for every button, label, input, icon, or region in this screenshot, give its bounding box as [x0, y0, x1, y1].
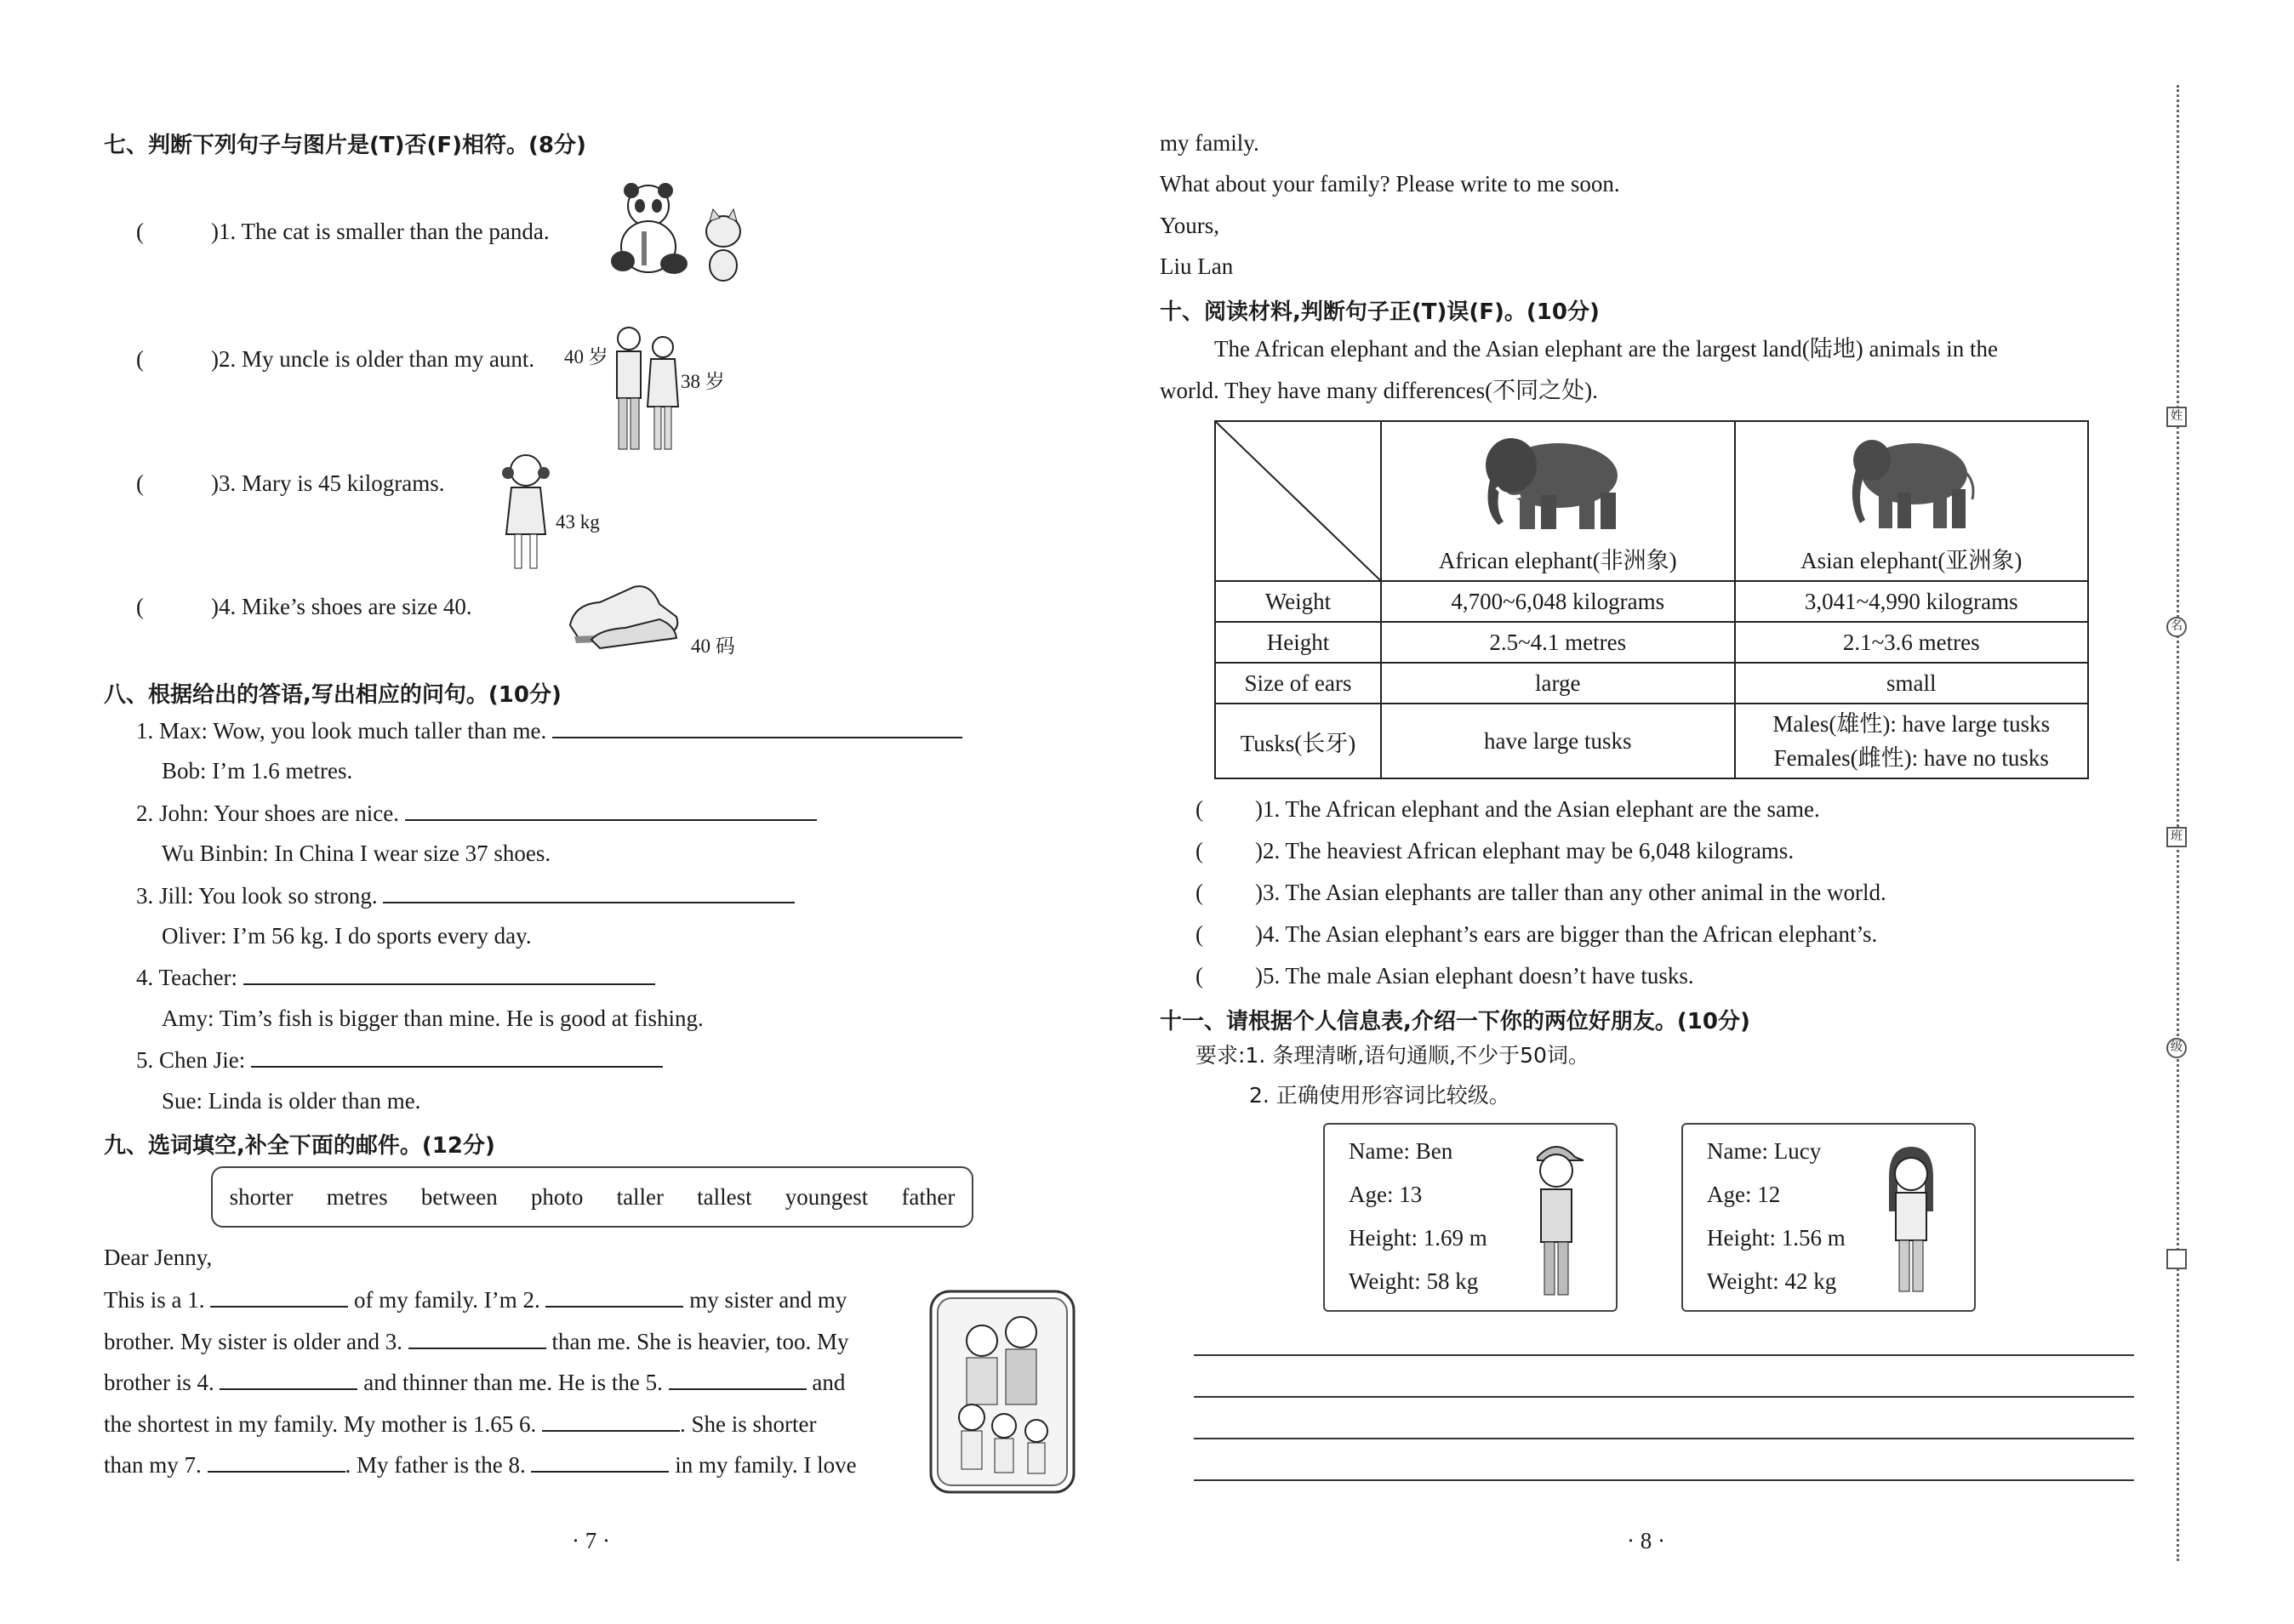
word: taller [616, 1183, 665, 1210]
lucy-height: Height: 1.56 m [1707, 1225, 1846, 1251]
s10-item-1: ( )1. The African elephant and the Asian elephant are the same. [1196, 796, 1820, 822]
section11-title: 十一、请根据个人信息表,介绍一下你的两位好朋友。(10分) [1160, 1009, 1750, 1034]
cell-asian: 3,041~4,990 kilograms [1735, 581, 2089, 622]
word: between [420, 1183, 498, 1210]
answer-blank[interactable] [552, 716, 962, 738]
answer-blank[interactable] [383, 881, 795, 903]
cell-african: 4,700~6,048 kilograms [1381, 581, 1735, 622]
s8-a5: Sue: Linda is older than me. [162, 1088, 421, 1114]
african-header-label: African elephant(非洲象) [1438, 548, 1677, 573]
s8-q3: 3. Jill: You look so strong. [136, 881, 795, 909]
asian-header-label: Asian elephant(亚洲象) [1800, 548, 2023, 573]
letter-signature: Liu Lan [1160, 254, 1234, 279]
cell-asian: small [1735, 663, 2089, 704]
letter-line-5: than my 7. . My father is the 8. in my family. I love [104, 1452, 857, 1478]
uncle-aunt-illustration [608, 322, 685, 453]
row-weight [1215, 581, 2088, 622]
panda-cat-illustration [604, 180, 757, 287]
info-card-ben [1323, 1123, 1618, 1312]
word: tallest [697, 1183, 752, 1210]
label-40-age: 40 岁 [564, 346, 608, 368]
word: father [901, 1183, 956, 1210]
page-number-right: · 8 · [1627, 1528, 1665, 1553]
letter-cont-3: Yours, [1160, 213, 1220, 238]
word-bank [211, 1166, 973, 1228]
females-text: Females(雌性): have no tusks [1773, 745, 2049, 771]
family-photo [929, 1290, 1076, 1494]
letter-line-2: brother. My sister is older and 3. than me. She is heavier, too. My [104, 1329, 849, 1354]
margin-mark: 姓 [2166, 407, 2187, 427]
cell-asian: 2.1~3.6 metres [1735, 622, 2089, 663]
header-african [1381, 421, 1735, 581]
ben-weight: Weight: 58 kg [1349, 1268, 1479, 1294]
fill-blank-5[interactable] [669, 1368, 807, 1390]
s8-a2: Wu Binbin: In China I wear size 37 shoes. [162, 840, 551, 866]
cell-african: have large tusks [1381, 704, 1735, 778]
lucy-weight: Weight: 42 kg [1707, 1268, 1837, 1294]
males-text: Males(雄性): have large tusks [1772, 711, 2051, 737]
margin-mark-extra [2166, 1249, 2187, 1269]
s8-a4: Amy: Tim’s fish is bigger than mine. He is good at fishing. [162, 1006, 704, 1031]
letter-line-3: brother is 4. and thinner than me. He is the 5. and [104, 1370, 846, 1395]
african-elephant-icon [1473, 423, 1643, 533]
page-number-left: · 7 · [572, 1528, 610, 1553]
s10-item-5: ( )5. The male Asian elephant doesn’t have tusks. [1196, 963, 1694, 989]
requirement-2: 2. 正确使用形容词比较级。 [1249, 1083, 1510, 1108]
row-ears [1215, 663, 2088, 704]
word: photo [530, 1183, 584, 1210]
row-label: Size of ears [1215, 663, 1381, 704]
letter-line-4: the shortest in my family. My mother is 1.65 6. . She is shorter [104, 1411, 817, 1437]
margin-mark: 级 [2166, 1038, 2187, 1058]
ben-age: Age: 13 [1349, 1182, 1423, 1207]
s8-a1: Bob: I’m 1.6 metres. [162, 758, 353, 784]
asian-elephant-icon [1826, 423, 1996, 533]
label-40-size: 40 码 [691, 635, 735, 657]
answer-blank[interactable] [405, 799, 817, 821]
fill-blank-1[interactable] [210, 1285, 348, 1308]
writing-line[interactable] [1194, 1438, 2134, 1439]
s7-item-2: ( )2. My uncle is older than my aunt. [136, 346, 535, 372]
word: youngest [785, 1183, 869, 1210]
letter-cont-1: my family. [1160, 130, 1259, 156]
shoes-illustration [566, 578, 685, 651]
section10-title: 十、阅读材料,判断句子正(T)误(F)。(10分) [1160, 299, 1600, 325]
cell-african: large [1381, 663, 1735, 704]
s7-item-1: ( )1. The cat is smaller than the panda. [136, 219, 550, 244]
row-tusks [1215, 704, 2088, 778]
s8-q1: 1. Max: Wow, you look much taller than me. [136, 716, 962, 744]
s10-item-2: ( )2. The heaviest African elephant may be 6,048 kilograms. [1196, 838, 1795, 863]
section9-title: 九、选词填空,补全下面的邮件。(12分) [104, 1133, 495, 1159]
lucy-age: Age: 12 [1707, 1182, 1781, 1207]
binding-dotted-line [2177, 85, 2179, 1561]
section7-title: 七、判断下列句子与图片是(T)否(F)相符。(8分) [104, 133, 586, 158]
ben-illustration [1522, 1137, 1590, 1302]
fill-blank-3[interactable] [408, 1327, 546, 1349]
label-38-age: 38 岁 [681, 371, 725, 392]
requirement-1: 要求:1. 条理清晰,语句通顺,不少于50词。 [1196, 1043, 1589, 1068]
writing-line[interactable] [1194, 1396, 2134, 1398]
fill-blank-2[interactable] [545, 1285, 683, 1308]
header-asian [1735, 421, 2089, 581]
s8-q2: 2. John: Your shoes are nice. [136, 799, 817, 827]
cell-asian [1735, 704, 2089, 778]
margin-mark: 名 [2166, 617, 2187, 637]
diagonal-line [1216, 422, 1380, 580]
s7-item-4: ( )4. Mike’s shoes are size 40. [136, 594, 472, 619]
answer-blank[interactable] [251, 1046, 663, 1068]
ben-name: Name: Ben [1349, 1138, 1453, 1164]
section8-title: 八、根据给出的答语,写出相应的问句。(10分) [104, 682, 562, 708]
s10-item-3: ( )3. The Asian elephants are taller than any other animal in the world. [1196, 880, 1886, 905]
table-corner-cell [1215, 421, 1381, 581]
letter-cont-2: What about your family? Please write to me soon. [1160, 171, 1620, 197]
s8-q5: 5. Chen Jie: [136, 1046, 663, 1074]
fill-blank-4[interactable] [220, 1368, 357, 1390]
writing-line[interactable] [1194, 1479, 2134, 1481]
s10-item-4: ( )4. The Asian elephant’s ears are bigger than the African elephant’s. [1196, 921, 1878, 947]
s8-a3: Oliver: I’m 56 kg. I do sports every day. [162, 923, 532, 949]
writing-line[interactable] [1194, 1354, 2134, 1356]
info-card-lucy [1681, 1123, 1976, 1312]
fill-blank-6[interactable] [542, 1410, 680, 1432]
ben-height: Height: 1.69 m [1349, 1225, 1487, 1251]
s7-item-3: ( )3. Mary is 45 kilograms. [136, 470, 445, 496]
reading-para-line-1: The African elephant and the Asian elephant are the largest land(陆地) animals in the [1214, 336, 1998, 362]
fill-blank-8[interactable] [531, 1450, 669, 1473]
label-43-kg: 43 kg [556, 511, 600, 533]
fill-blank-7[interactable] [208, 1450, 345, 1473]
lucy-illustration [1877, 1143, 1945, 1301]
answer-blank[interactable] [243, 963, 655, 985]
word: metres [326, 1183, 388, 1210]
row-label: Height [1215, 622, 1381, 663]
elephant-table [1214, 420, 2089, 779]
reading-para-line-2: world. They have many differences(不同之处). [1160, 378, 1598, 403]
row-label: Weight [1215, 581, 1381, 622]
letter-line-1: This is a 1. of my family. I’m 2. my sister and my [104, 1287, 847, 1313]
s8-q4: 4. Teacher: [136, 963, 655, 991]
word: shorter [229, 1183, 294, 1210]
margin-mark: 班 [2166, 827, 2187, 847]
row-label: Tusks(长牙) [1215, 704, 1381, 778]
letter-greeting: Dear Jenny, [104, 1245, 213, 1270]
mary-illustration [496, 449, 556, 575]
lucy-name: Name: Lucy [1707, 1138, 1822, 1164]
row-height [1215, 622, 2088, 663]
cell-african: 2.5~4.1 metres [1381, 622, 1735, 663]
